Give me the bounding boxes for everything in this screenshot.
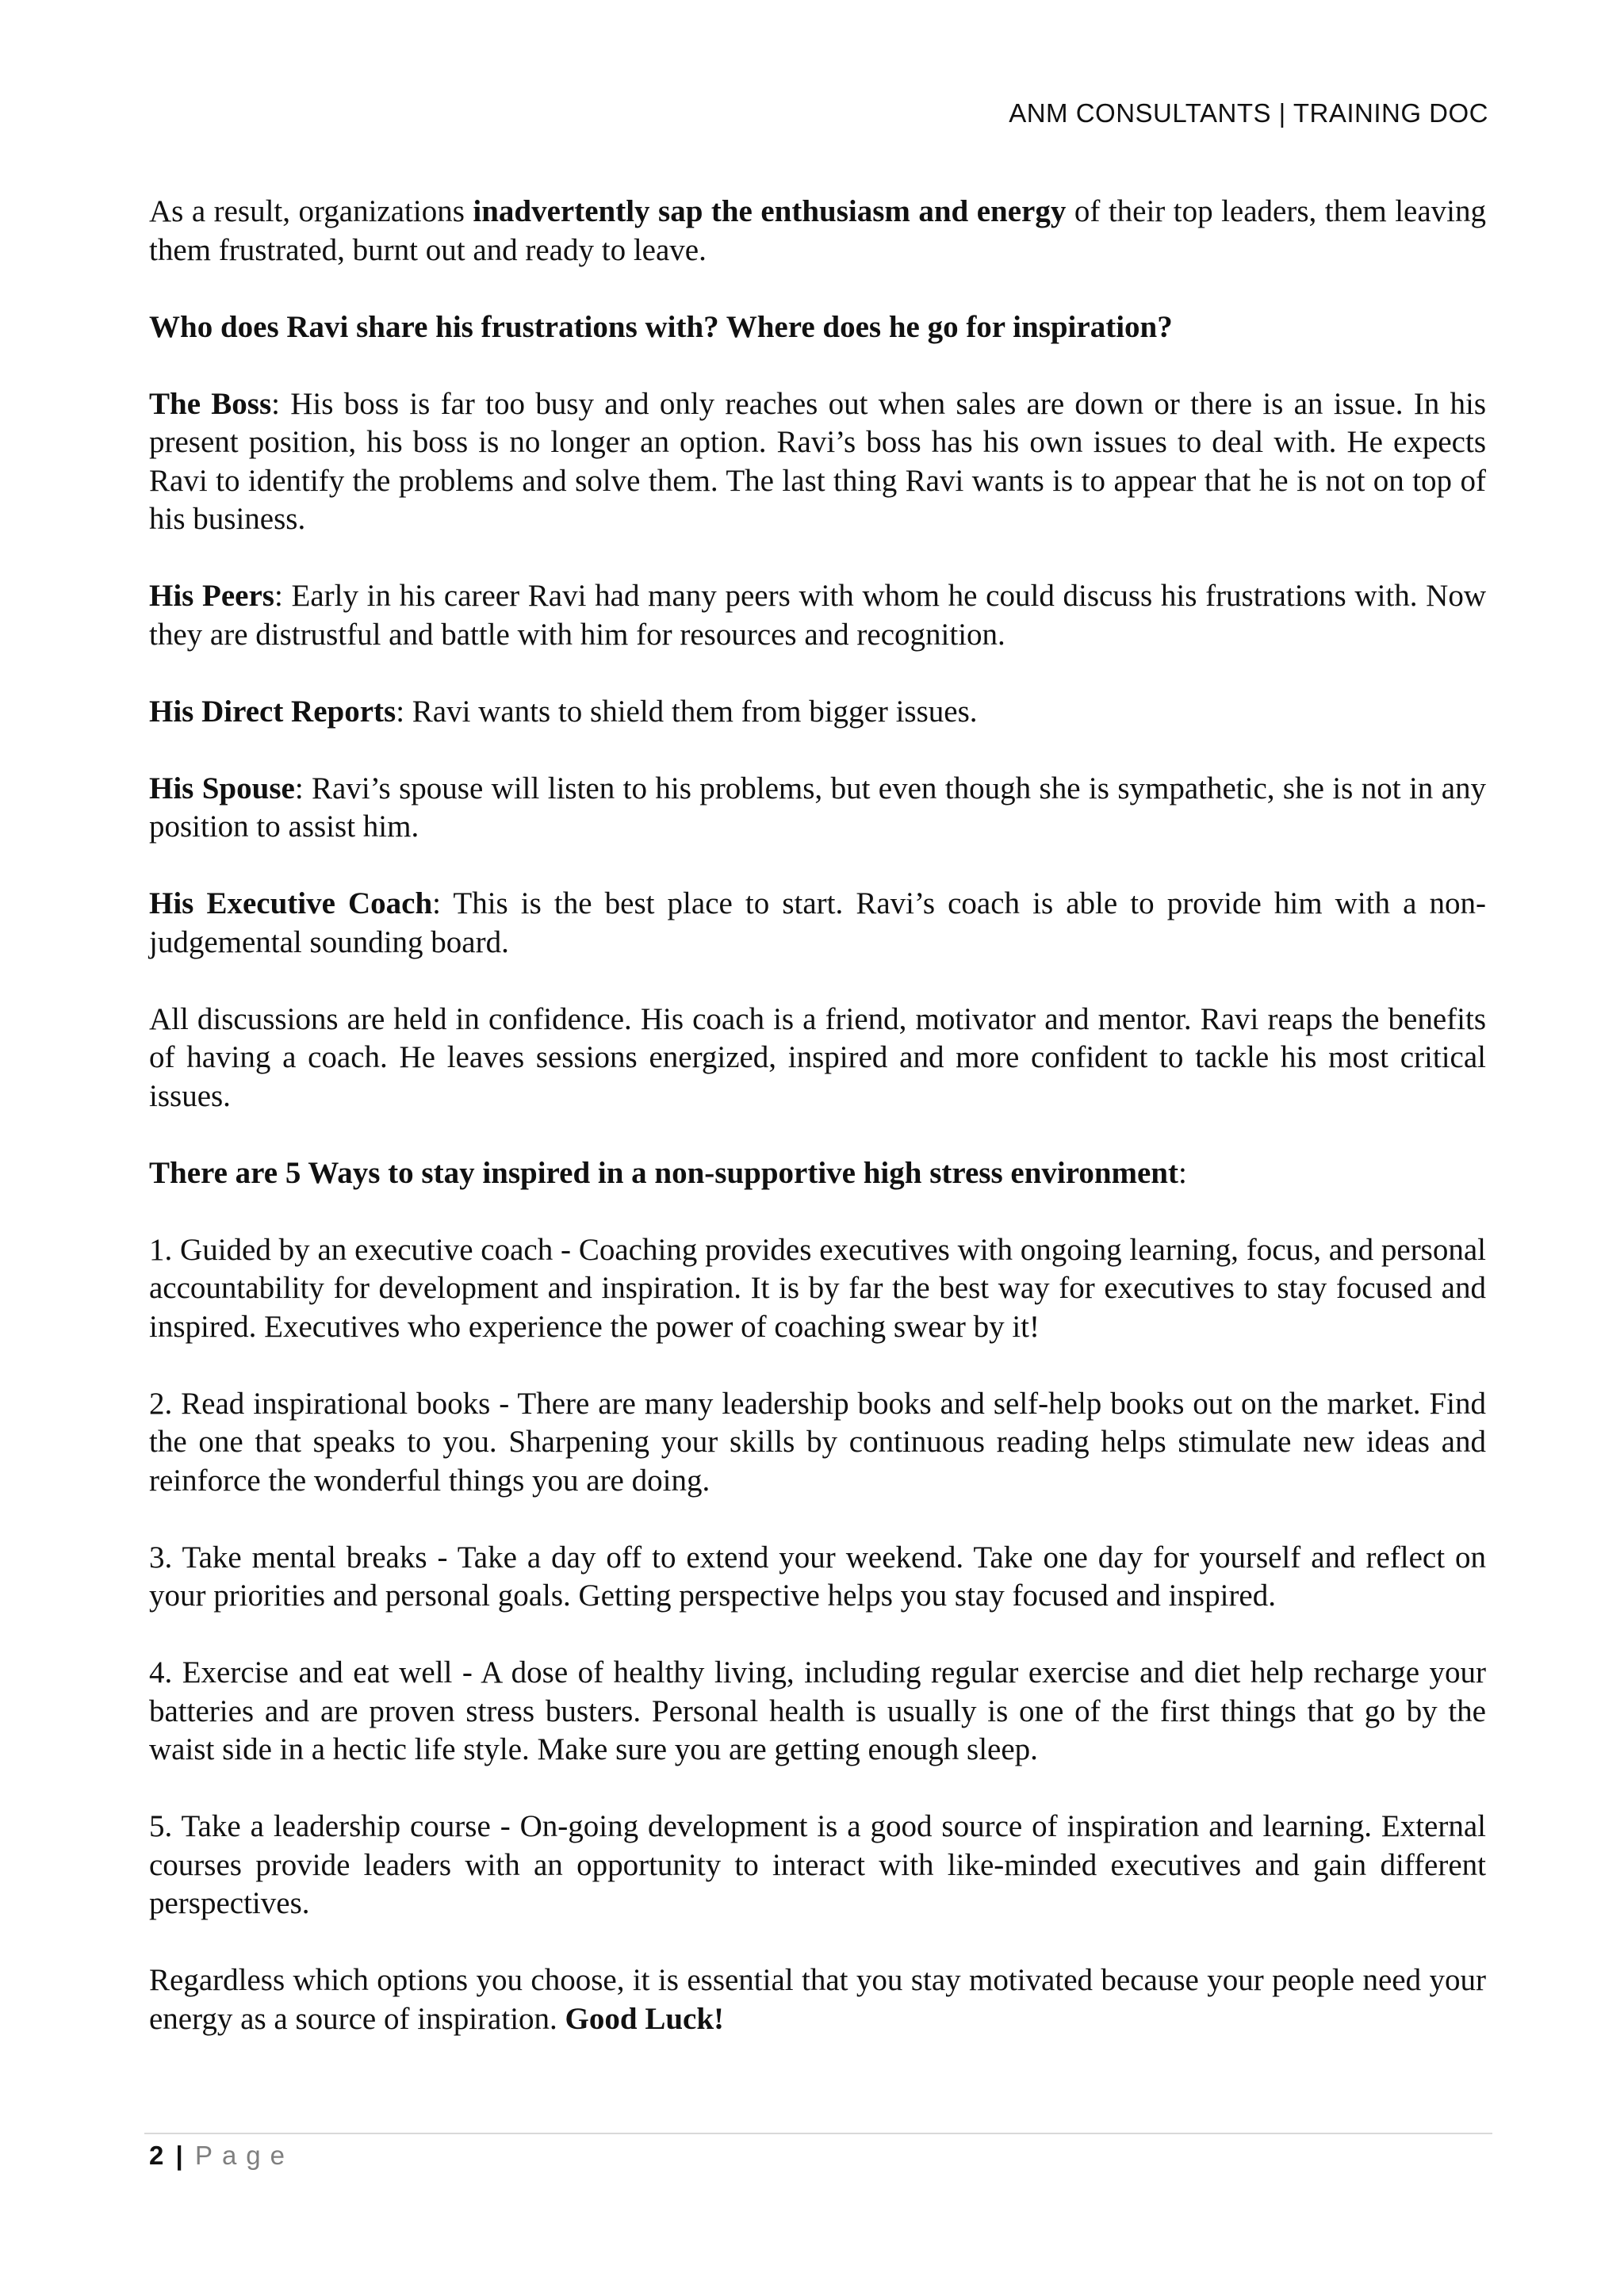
- intro-paragraph: As a result, organizations inadvertently sap the enthusiasm and energy of their top leaders, them leaving them frustrated, burnt out and ready to leave.: [149, 194, 1487, 267]
- way-item: 1. Guided by an executive coach - Coaching provides executives with ongoing learning, focus, and personal accountability for development and inspiration. It is by far the best way for executives to stay focused and inspired. Executives who experience the power of coaching swear by it!: [149, 1232, 1486, 1344]
- reports-label: His Direct Reports: [149, 694, 396, 729]
- document-body: [149, 193, 1486, 2038]
- coach-paragraph: His Executive Coach: This is the best place to start. Ravi’s coach is able to provide him with a non-judgemental sounding board.: [149, 886, 1486, 959]
- page-label: Page: [194, 2141, 295, 2170]
- spouse-label: His Spouse: [149, 771, 295, 806]
- footer-separator: |: [175, 2141, 183, 2170]
- boss-paragraph: The Boss: His boss is far too busy and only reaches out when sales are down or there is an issue. In his present position, his boss is no longer an option. Ravi’s boss has his own issues to deal with. He expects Ravi to identify the problems and solve them. The last thing Ravi wants is to appear that he is not on top of his business.: [149, 386, 1486, 536]
- question-heading: Who does Ravi share his frustrations with? Where does he go for inspiration?: [149, 309, 1173, 344]
- way-item: 2. Read inspirational books - There are many leadership books and self-help books out on the market. Find the one that speaks to you. Sharpening your skills by continuous reading helps stimulate new ideas and reinforce the wonderful things you are doing.: [149, 1386, 1486, 1498]
- spouse-paragraph: His Spouse: Ravi’s spouse will listen to his problems, but even though she is sympathetic, she is not in any position to assist him.: [149, 771, 1486, 844]
- boss-label: The Boss: [149, 386, 272, 421]
- peers-label: His Peers: [149, 579, 274, 613]
- closing-paragraph: Regardless which options you choose, it is essential that you stay motivated because your people need your energy as a source of inspiration. Good Luck!: [149, 1963, 1486, 2036]
- footer-divider: [144, 2133, 1492, 2134]
- peers-paragraph: His Peers: Early in his career Ravi had many peers with whom he could discuss his frustrations with. Now they are distrustful and battle with him for resources and recognition.: [149, 579, 1487, 652]
- good-luck-text: Good Luck!: [565, 2001, 725, 2036]
- reports-paragraph: His Direct Reports: Ravi wants to shield them from bigger issues.: [149, 694, 978, 729]
- way-item: 4. Exercise and eat well - A dose of healthy living, including regular exercise and diet help recharge your batteries and are proven stress busters. Personal health is usually is one of the first things that go by the waist side in a hectic life style. Make sure you are getting enough sleep.: [149, 1655, 1486, 1766]
- coach-label: His Executive Coach: [149, 886, 433, 920]
- page-header: ANM CONSULTANTS | TRAINING DOC: [1009, 98, 1488, 128]
- way-item: 3. Take mental breaks - Take a day off to extend your weekend. Take one day for yourself and reflect on your priorities and personal goals. Getting perspective helps you stay focused and inspired.: [149, 1540, 1486, 1613]
- page-footer: [149, 2141, 294, 2171]
- confidence-paragraph: All discussions are held in confidence. His coach is a friend, motivator and mentor. Ravi reaps the benefits of having a coach. He leaves sessions energized, inspired and more confident to tackle his most critical issues.: [149, 1001, 1486, 1113]
- ways-heading: There are 5 Ways to stay inspired in a non-supportive high stress environment:: [149, 1155, 1187, 1190]
- emphasis-text: inadvertently sap the enthusiasm and energy: [473, 194, 1067, 228]
- way-item: 5. Take a leadership course - On-going development is a good source of inspiration and learning. External courses provide leaders with an opportunity to interact with like-minded executives and gain different perspectives.: [149, 1809, 1486, 1920]
- page-number: 2: [149, 2141, 164, 2170]
